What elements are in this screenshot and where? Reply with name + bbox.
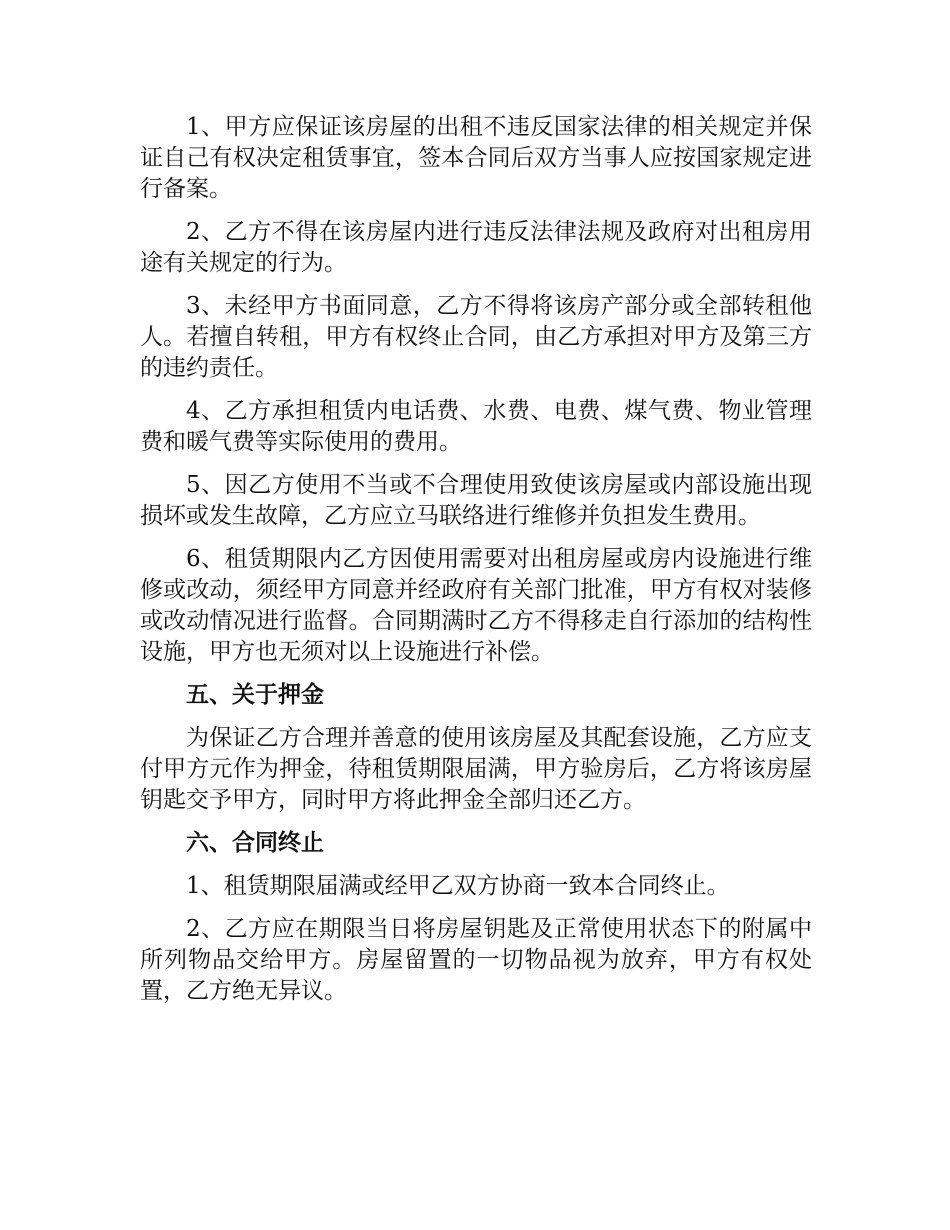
section-heading-termination: 六、合同终止 bbox=[186, 830, 324, 856]
clause-paragraph-4: 4、乙方承担租赁内电话费、水费、电费、煤气费、物业管理费和暖气费等实际使用的费用。 bbox=[140, 398, 812, 455]
document-body bbox=[140, 112, 812, 1019]
clause-paragraph-1: 1、甲方应保证该房屋的出租不违反国家法律的相关规定并保证自己有权决定租赁事宜，签本合同后双方当事人应按国家规定进行备案。 bbox=[140, 114, 812, 202]
clause-paragraph-2: 2、乙方不得在该房屋内进行违反法律法规及政府对出租房用途有关规定的行为。 bbox=[140, 219, 812, 276]
clause-paragraph-3: 3、未经甲方书面同意，乙方不得将该房产部分或全部转租他人。若擅自转租，甲方有权终止合同，由乙方承担对甲方及第三方的违约责任。 bbox=[140, 293, 812, 381]
deposit-paragraph: 为保证乙方合理并善意的使用该房屋及其配套设施，乙方应支付甲方元作为押金，待租赁期限届满，甲方验房后，乙方将该房屋钥匙交予甲方，同时甲方将此押金全部归还乙方。 bbox=[140, 725, 812, 813]
clause-paragraph-5: 5、因乙方使用不当或不合理使用致使该房屋或内部设施出现损坏或发生故障，乙方应立马联络进行维修并负担发生费用。 bbox=[140, 472, 812, 529]
section-heading-deposit: 五、关于押金 bbox=[186, 682, 324, 708]
clause-paragraph-6: 6、租赁期限内乙方因使用需要对出租房屋或房内设施进行维修或改动，须经甲方同意并经政府有关部门批准，甲方有权对装修或改动情况进行监督。合同期满时乙方不得移走自行添加的结构性设施，甲方也无须对以上设施进行补偿。 bbox=[140, 546, 812, 665]
termination-paragraph-2: 2、乙方应在期限当日将房屋钥匙及正常使用状态下的附属中所列物品交给甲方。房屋留置的一切物品视为放弃，甲方有权处置，乙方绝无异议。 bbox=[140, 916, 812, 1004]
termination-paragraph-1: 1、租赁期限届满或经甲乙双方协商一致本合同终止。 bbox=[186, 873, 730, 899]
